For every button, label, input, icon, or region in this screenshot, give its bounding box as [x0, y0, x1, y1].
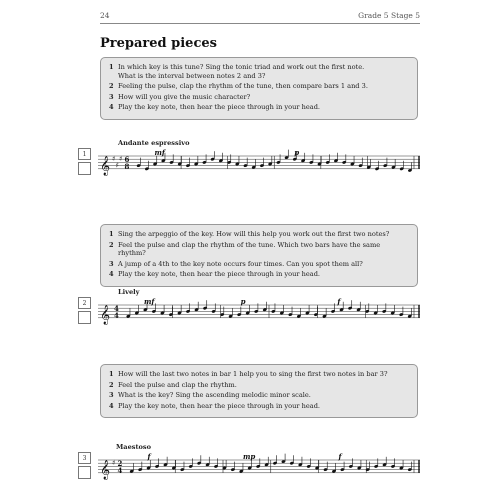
- treble-clef-icon: 𝄞: [100, 155, 111, 176]
- time-signature-top: 4: [114, 303, 119, 313]
- question-text: What is the key? Sing the ascending melodic minor scale.: [118, 391, 311, 400]
- question-item: [109, 370, 409, 379]
- piece-number: 2: [78, 297, 91, 309]
- question-item: [109, 391, 409, 400]
- time-signature-bottom: 4: [117, 466, 123, 476]
- question-item: [109, 270, 409, 279]
- tick-box[interactable]: [78, 162, 91, 175]
- dynamic-marking: p: [240, 297, 246, 306]
- question-number: 2: [109, 240, 114, 249]
- piece-number: 3: [78, 452, 91, 464]
- key-sharp: ♯: [119, 155, 123, 164]
- time-signature-bottom: 8: [124, 162, 130, 172]
- question-number: 3: [109, 92, 114, 101]
- question-text: Play the key note, then hear the piece through in your head.: [118, 401, 321, 410]
- music-staff: [98, 148, 420, 176]
- question-item: [109, 93, 409, 102]
- question-item: [109, 381, 409, 390]
- tempo-marking: Lively: [118, 288, 140, 296]
- question-text: Feeling the pulse, clap the rhythm of the tune, then compare bars 1 and 3.: [118, 82, 368, 91]
- question-number: 4: [109, 270, 114, 279]
- piece-number: 1: [78, 148, 91, 160]
- question-item: [109, 82, 409, 91]
- question-text: Feel the pulse and clap the rhythm.: [118, 380, 237, 389]
- question-text: A jump of a 4th to the key note occurs four times. Can you spot them all?: [118, 259, 363, 268]
- questions-box-3: [100, 364, 418, 418]
- key-sharp: ♯: [115, 161, 119, 170]
- key-sharp: ♯: [112, 155, 116, 164]
- question-item: [109, 63, 409, 80]
- question-number: 3: [109, 391, 114, 400]
- music-staff: [98, 297, 420, 325]
- question-number: 4: [109, 103, 114, 112]
- question-text: Sing the arpeggio of the key. How will this help you work out the first two notes?: [118, 230, 390, 238]
- dynamic-marking: p: [294, 148, 300, 157]
- piece-2: [78, 288, 420, 337]
- question-number: 2: [109, 380, 114, 389]
- dynamic-marking: f: [338, 452, 342, 461]
- question-item: [109, 402, 409, 411]
- question-number: 3: [109, 259, 114, 268]
- question-text: In which key is this tune? Sing the tonic triad and work out the first note. What is the interval between notes 2 and 3?: [118, 63, 365, 80]
- question-number: 1: [109, 370, 114, 378]
- questions-box-2: [100, 224, 418, 287]
- page-title: Prepared pieces: [100, 36, 217, 51]
- time-signature-top: 2: [117, 458, 123, 468]
- key-sharp: ♯: [112, 459, 116, 468]
- page-header: [100, 8, 420, 24]
- question-number: 1: [109, 230, 114, 238]
- dynamic-marking: mp: [243, 452, 256, 461]
- question-item: [109, 241, 409, 258]
- piece-1: [78, 139, 420, 188]
- question-text: Play the key note, then hear the piece through in your head.: [118, 103, 321, 112]
- time-signature-bottom: 4: [114, 311, 119, 321]
- dynamic-marking: f: [337, 297, 341, 306]
- page-number: 24: [100, 11, 110, 20]
- tempo-marking: Andante espressivo: [118, 139, 190, 147]
- question-text: Feel the pulse and clap the rhythm of the tune. Which two bars have the same rhythm?: [118, 240, 381, 258]
- question-number: 1: [109, 63, 114, 71]
- treble-clef-icon: 𝄞: [100, 304, 111, 325]
- question-number: 2: [109, 82, 114, 91]
- question-item: [109, 103, 409, 112]
- tempo-marking: Maestoso: [116, 443, 152, 451]
- dynamic-marking: f: [147, 452, 151, 461]
- tick-box[interactable]: [78, 311, 91, 324]
- music-staff: [98, 452, 420, 480]
- questions-box-1: [100, 57, 418, 120]
- dynamic-marking: mf: [144, 297, 155, 306]
- question-text: How will you give the music character?: [118, 92, 251, 101]
- piece-3: [78, 443, 420, 492]
- tick-box[interactable]: [78, 466, 91, 479]
- question-text: How will the last two notes in bar 1 help you to sing the first two notes in bar 3?: [118, 370, 388, 378]
- time-signature-top: 6: [124, 154, 130, 164]
- dynamic-marking: mf: [154, 148, 165, 157]
- question-text: Play the key note, then hear the piece through in your head.: [118, 270, 321, 279]
- question-item: [109, 230, 409, 239]
- question-number: 4: [109, 401, 114, 410]
- question-item: [109, 260, 409, 269]
- treble-clef-icon: 𝄞: [100, 459, 111, 480]
- grade-stage-label: Grade 5 Stage 5: [358, 11, 420, 20]
